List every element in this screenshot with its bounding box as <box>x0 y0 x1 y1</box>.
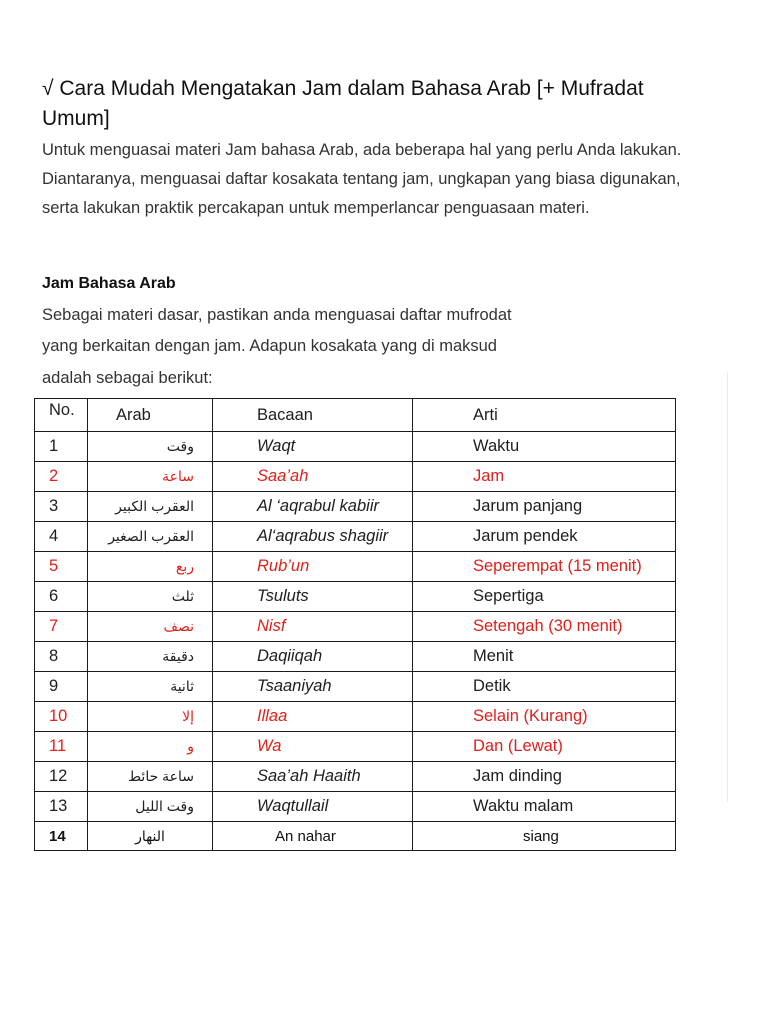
header-no: No. <box>35 399 88 432</box>
cell-arab: وقت الليل <box>88 792 213 822</box>
cell-arti: Dan (Lewat) <box>413 732 676 762</box>
cell-bacaan: Tsaaniyah <box>213 672 413 702</box>
table-row <box>35 822 676 851</box>
cell-arti: Jam dinding <box>413 762 676 792</box>
table-row <box>35 792 676 822</box>
cell-no: 11 <box>35 732 88 762</box>
page-edge-line <box>727 372 728 802</box>
cell-bacaan: Tsuluts <box>213 582 413 612</box>
table-row <box>35 462 676 492</box>
cell-bacaan: An nahar <box>213 822 413 851</box>
header-arti: Arti <box>413 399 676 432</box>
header-bacaan: Bacaan <box>213 399 413 432</box>
cell-arab: ساعة <box>88 462 213 492</box>
table-row <box>35 702 676 732</box>
cell-arab: نصف <box>88 612 213 642</box>
cell-arti: Setengah (30 menit) <box>413 612 676 642</box>
cell-no: 5 <box>35 552 88 582</box>
cell-arti: Jarum pendek <box>413 522 676 552</box>
cell-no: 4 <box>35 522 88 552</box>
cell-arab: العقرب الكبير <box>88 492 213 522</box>
cell-bacaan: Waqt <box>213 432 413 462</box>
table-row <box>35 642 676 672</box>
table-row <box>35 672 676 702</box>
cell-bacaan: Saa’ah <box>213 462 413 492</box>
section-heading: Jam Bahasa Arab <box>42 275 176 292</box>
cell-arab: و <box>88 732 213 762</box>
table-row <box>35 522 676 552</box>
cell-no: 14 <box>35 822 88 851</box>
cell-no: 9 <box>35 672 88 702</box>
cell-arti: Jarum panjang <box>413 492 676 522</box>
cell-no: 12 <box>35 762 88 792</box>
cell-no: 6 <box>35 582 88 612</box>
cell-arab: وقت <box>88 432 213 462</box>
header-arab: Arab <box>88 399 213 432</box>
cell-arab: العقرب الصغير <box>88 522 213 552</box>
table-row <box>35 432 676 462</box>
description-line-1: Sebagai materi dasar, pastikan anda menguasai daftar mufrodat <box>42 306 512 324</box>
cell-bacaan: Wa <box>213 732 413 762</box>
cell-bacaan: Daqiiqah <box>213 642 413 672</box>
table-row <box>35 762 676 792</box>
cell-no: 8 <box>35 642 88 672</box>
cell-bacaan: Al‘aqrabus shagiir <box>213 522 413 552</box>
article-title: √ Cara Mudah Mengatakan Jam dalam Bahasa Arab [+ Mufradat Umum] <box>42 77 644 130</box>
cell-bacaan: Waqtullail <box>213 792 413 822</box>
cell-arab: إلا <box>88 702 213 732</box>
cell-arab: ربع <box>88 552 213 582</box>
cell-arab: دقيقة <box>88 642 213 672</box>
cell-arti: Menit <box>413 642 676 672</box>
cell-arti: Sepertiga <box>413 582 676 612</box>
cell-arab: ثانية <box>88 672 213 702</box>
table-body <box>35 432 676 851</box>
cell-arti: siang <box>413 822 676 851</box>
cell-arti: Waktu <box>413 432 676 462</box>
cell-no: 2 <box>35 462 88 492</box>
cell-arti: Seperempat (15 menit) <box>413 552 676 582</box>
cell-arti: Waktu malam <box>413 792 676 822</box>
cell-arti: Detik <box>413 672 676 702</box>
table-row <box>35 582 676 612</box>
cell-arti: Selain (Kurang) <box>413 702 676 732</box>
cell-no: 10 <box>35 702 88 732</box>
table-row <box>35 552 676 582</box>
cell-bacaan: Illaa <box>213 702 413 732</box>
cell-arab: ساعة حائط <box>88 762 213 792</box>
cell-no: 13 <box>35 792 88 822</box>
cell-no: 1 <box>35 432 88 462</box>
cell-bacaan: Rub’un <box>213 552 413 582</box>
cell-bacaan: Saa’ah Haaith <box>213 762 413 792</box>
table-row <box>35 492 676 522</box>
cell-no: 7 <box>35 612 88 642</box>
cell-arab: ثلث <box>88 582 213 612</box>
description-line-3: adalah sebagai berikut: <box>42 369 213 387</box>
intro-paragraph: Untuk menguasai materi Jam bahasa Arab, ada beberapa hal yang perlu Anda lakukan. Diantaranya, menguasai daftar kosakata tentang jam, ungkapan yang biasa digunakan, serta lakukan praktik percakapan untuk memperlancar penguasaan materi. <box>42 141 682 217</box>
table-row <box>35 732 676 762</box>
vocabulary-table <box>34 398 676 851</box>
cell-no: 3 <box>35 492 88 522</box>
table-row <box>35 612 676 642</box>
table-header-row <box>35 399 676 432</box>
cell-arti: Jam <box>413 462 676 492</box>
description-line-2: yang berkaitan dengan jam. Adapun kosakata yang di maksud <box>42 337 497 355</box>
cell-arab: النهار <box>88 822 213 851</box>
cell-bacaan: Nisf <box>213 612 413 642</box>
cell-bacaan: Al ‘aqrabul kabiir <box>213 492 413 522</box>
